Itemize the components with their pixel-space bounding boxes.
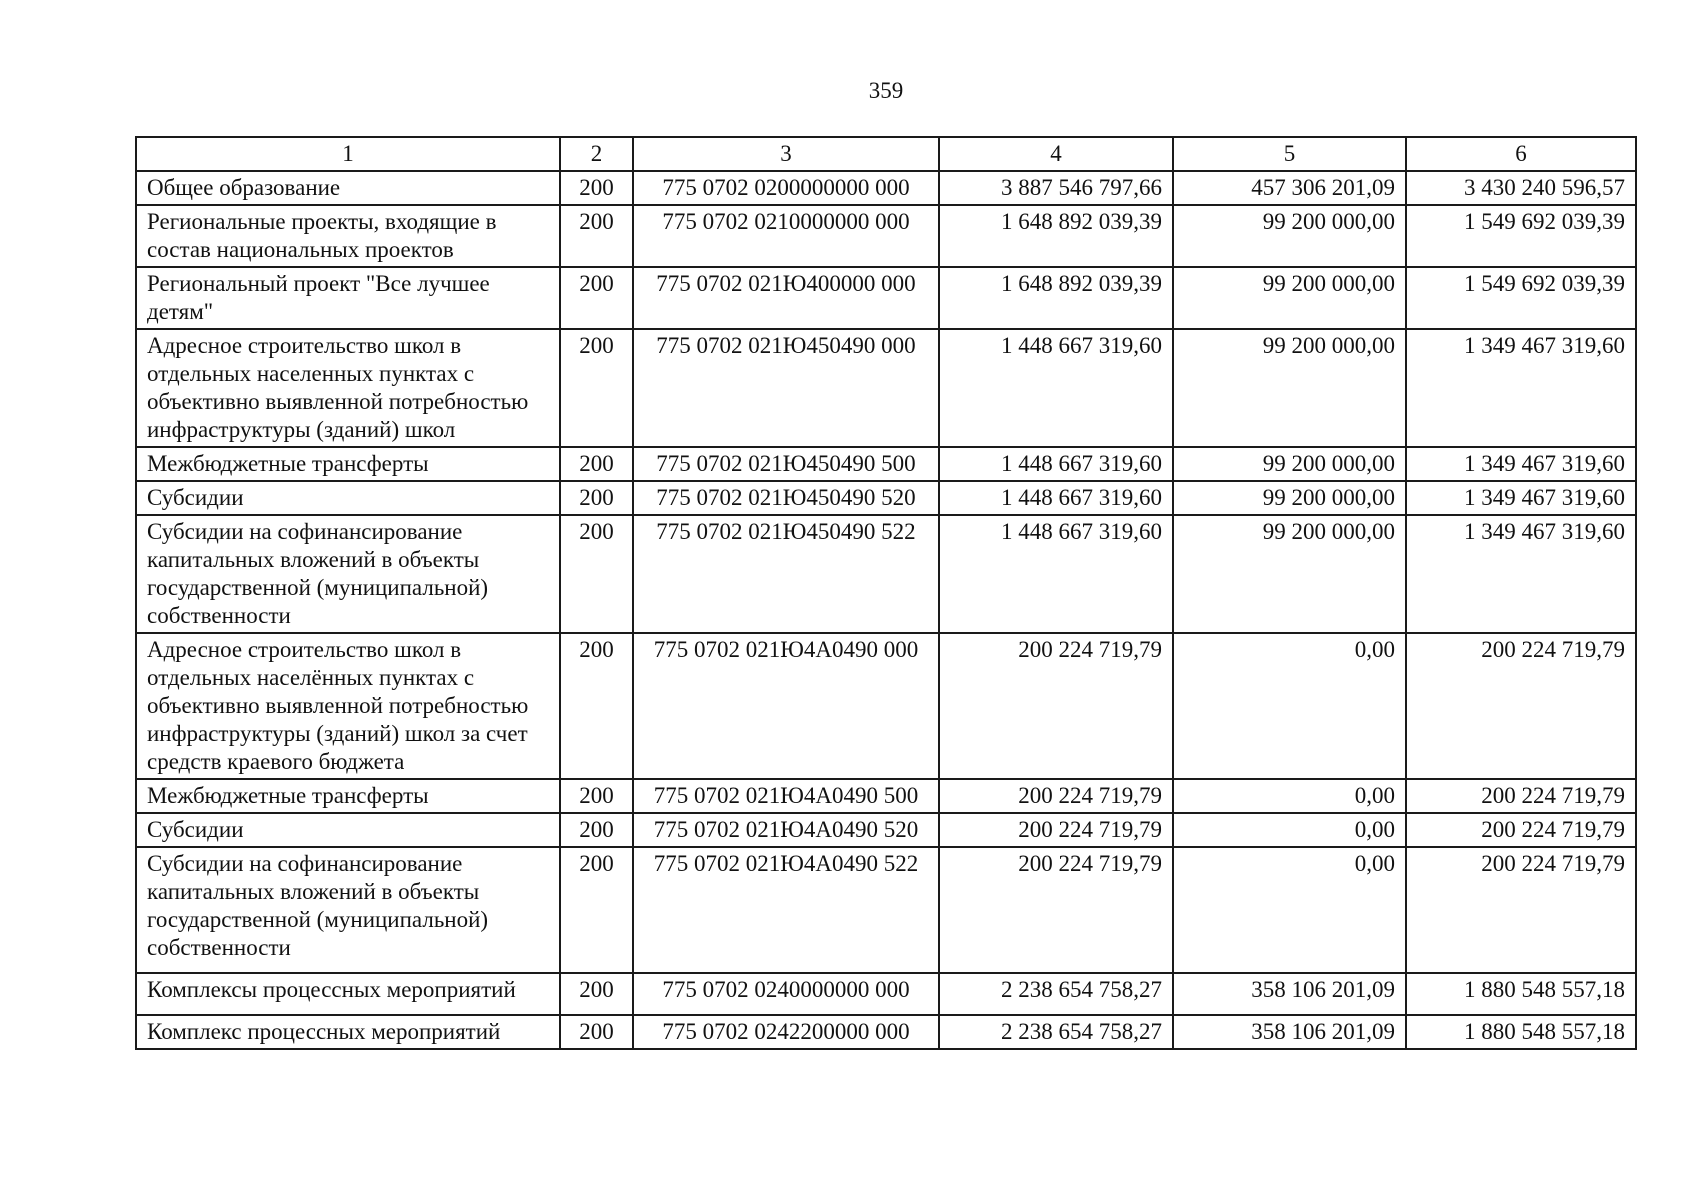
row-value-6: 1 549 692 039,39: [1406, 267, 1636, 329]
table-row: [136, 481, 1636, 515]
row-code: 200: [560, 813, 633, 847]
column-header: 6: [1406, 137, 1636, 171]
row-value-5: 99 200 000,00: [1173, 515, 1406, 633]
row-value-5: 358 106 201,09: [1173, 1015, 1406, 1049]
row-name: Межбюджетные трансферты: [136, 447, 560, 481]
row-code: 200: [560, 847, 633, 973]
table-row: [136, 779, 1636, 813]
row-value-6: 1 549 692 039,39: [1406, 205, 1636, 267]
row-kbk: 775 0702 021Ю4А0490 522: [633, 847, 939, 973]
row-name: Субсидии на софинансирование капитальных вложений в объекты государственной (муниципальной) собственности: [136, 847, 560, 973]
row-value-4: 1 448 667 319,60: [939, 481, 1173, 515]
row-value-4: 1 448 667 319,60: [939, 447, 1173, 481]
page-number: 359: [868, 78, 904, 103]
row-kbk: 775 0702 0210000000 000: [633, 205, 939, 267]
table-row: [136, 447, 1636, 481]
row-value-5: 358 106 201,09: [1173, 973, 1406, 1015]
row-kbk: 775 0702 021Ю4А0490 520: [633, 813, 939, 847]
row-kbk: 775 0702 021Ю400000 000: [633, 267, 939, 329]
row-value-5: 99 200 000,00: [1173, 205, 1406, 267]
table-row: [136, 205, 1636, 267]
row-name: Адресное строительство школ в отдельных населенных пунктах с объективно выявленной потребностью инфраструктуры (зданий) школ: [136, 329, 560, 447]
column-header: 5: [1173, 137, 1406, 171]
table-row: [136, 847, 1636, 973]
column-header: 1: [136, 137, 560, 171]
row-value-4: 200 224 719,79: [939, 779, 1173, 813]
row-code: 200: [560, 515, 633, 633]
row-value-6: 1 349 467 319,60: [1406, 481, 1636, 515]
row-code: 200: [560, 779, 633, 813]
row-value-5: 0,00: [1173, 813, 1406, 847]
row-name: Комплексы процессных мероприятий: [136, 973, 560, 1015]
row-value-6: 200 224 719,79: [1406, 813, 1636, 847]
row-value-6: 1 880 548 557,18: [1406, 1015, 1636, 1049]
row-value-5: 99 200 000,00: [1173, 267, 1406, 329]
budget-table: [135, 136, 1637, 1050]
row-kbk: 775 0702 0240000000 000: [633, 973, 939, 1015]
row-name: Адресное строительство школ в отдельных населённых пунктах с объективно выявленной потребностью инфраструктуры (зданий) школ за счет средств краевого бюджета: [136, 633, 560, 779]
table-row: [136, 329, 1636, 447]
row-value-5: 99 200 000,00: [1173, 329, 1406, 447]
row-value-5: 0,00: [1173, 633, 1406, 779]
row-value-6: 1 349 467 319,60: [1406, 515, 1636, 633]
row-name: Субсидии на софинансирование капитальных вложений в объекты государственной (муниципальной) собственности: [136, 515, 560, 633]
row-value-6: 200 224 719,79: [1406, 779, 1636, 813]
row-name: Субсидии: [136, 813, 560, 847]
row-code: 200: [560, 447, 633, 481]
row-name: Региональный проект "Все лучшее детям": [136, 267, 560, 329]
row-value-6: 200 224 719,79: [1406, 633, 1636, 779]
row-code: 200: [560, 267, 633, 329]
row-value-6: 3 430 240 596,57: [1406, 171, 1636, 205]
table-row: [136, 633, 1636, 779]
row-code: 200: [560, 973, 633, 1015]
row-value-4: 200 224 719,79: [939, 813, 1173, 847]
row-value-4: 1 448 667 319,60: [939, 329, 1173, 447]
row-kbk: 775 0702 021Ю4А0490 500: [633, 779, 939, 813]
row-value-4: 2 238 654 758,27: [939, 973, 1173, 1015]
column-header: 2: [560, 137, 633, 171]
row-kbk: 775 0702 021Ю450490 522: [633, 515, 939, 633]
row-value-4: 2 238 654 758,27: [939, 1015, 1173, 1049]
row-code: 200: [560, 1015, 633, 1049]
row-value-5: 99 200 000,00: [1173, 481, 1406, 515]
column-header: 4: [939, 137, 1173, 171]
row-kbk: 775 0702 021Ю450490 520: [633, 481, 939, 515]
table-row: [136, 267, 1636, 329]
row-value-4: 3 887 546 797,66: [939, 171, 1173, 205]
row-code: 200: [560, 481, 633, 515]
row-value-5: 0,00: [1173, 779, 1406, 813]
row-value-4: 1 448 667 319,60: [939, 515, 1173, 633]
table-row: [136, 973, 1636, 1015]
row-name: Межбюджетные трансферты: [136, 779, 560, 813]
row-value-5: 0,00: [1173, 847, 1406, 973]
table-row: [136, 813, 1636, 847]
row-code: 200: [560, 171, 633, 205]
row-value-6: 200 224 719,79: [1406, 847, 1636, 973]
row-name: Региональные проекты, входящие в состав национальных проектов: [136, 205, 560, 267]
row-kbk: 775 0702 0200000000 000: [633, 171, 939, 205]
row-value-4: 200 224 719,79: [939, 847, 1173, 973]
row-kbk: 775 0702 0242200000 000: [633, 1015, 939, 1049]
row-value-5: 457 306 201,09: [1173, 171, 1406, 205]
row-name: Общее образование: [136, 171, 560, 205]
row-kbk: 775 0702 021Ю450490 000: [633, 329, 939, 447]
row-value-6: 1 349 467 319,60: [1406, 329, 1636, 447]
row-value-4: 1 648 892 039,39: [939, 267, 1173, 329]
table-row: [136, 171, 1636, 205]
row-name: Комплекс процессных мероприятий: [136, 1015, 560, 1049]
row-kbk: 775 0702 021Ю4А0490 000: [633, 633, 939, 779]
row-value-6: 1 880 548 557,18: [1406, 973, 1636, 1015]
row-value-4: 200 224 719,79: [939, 633, 1173, 779]
table-row: [136, 515, 1636, 633]
row-code: 200: [560, 205, 633, 267]
row-name: Субсидии: [136, 481, 560, 515]
row-value-6: 1 349 467 319,60: [1406, 447, 1636, 481]
row-value-4: 1 648 892 039,39: [939, 205, 1173, 267]
table-row: [136, 1015, 1636, 1049]
row-code: 200: [560, 329, 633, 447]
row-code: 200: [560, 633, 633, 779]
table-header-row: [136, 137, 1636, 171]
row-value-5: 99 200 000,00: [1173, 447, 1406, 481]
column-header: 3: [633, 137, 939, 171]
row-kbk: 775 0702 021Ю450490 500: [633, 447, 939, 481]
